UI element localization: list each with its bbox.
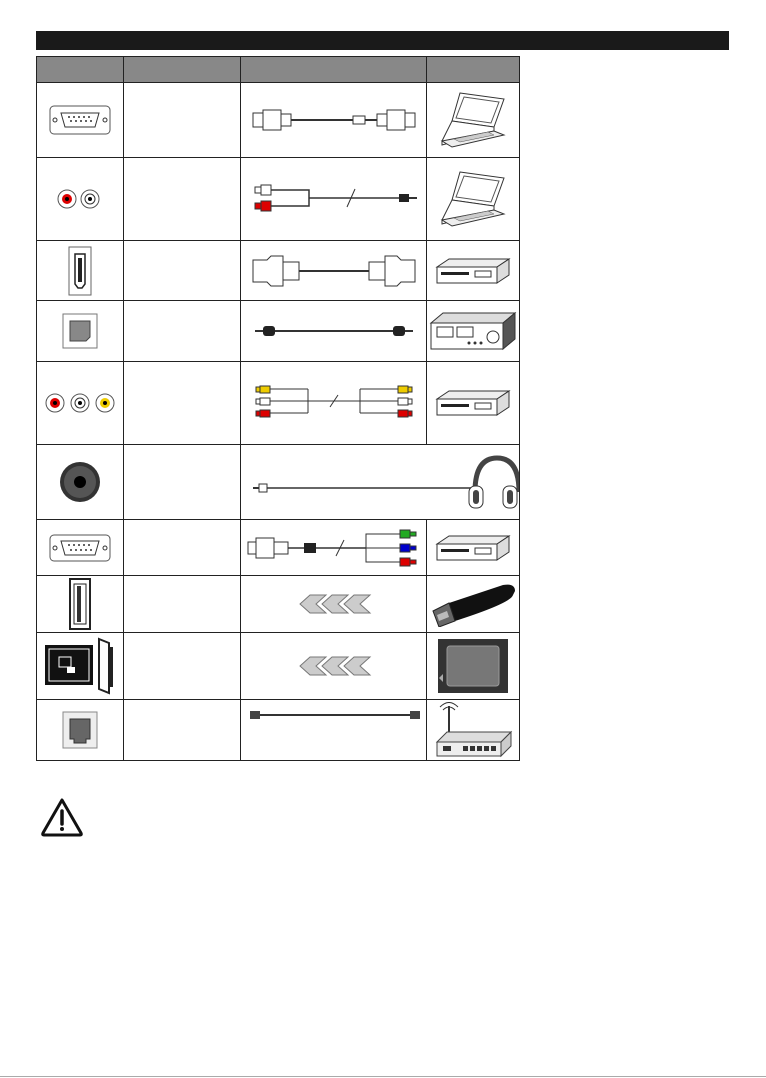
cable-cell [241,445,520,520]
device-cell [427,576,520,633]
note-cell [124,445,241,520]
usb-port-icon [69,578,91,630]
device-cell [427,158,520,241]
port-cell [37,362,124,445]
dvd-player-icon [435,257,511,285]
note-cell [124,83,241,158]
cable-cell [241,362,427,445]
table-row [37,301,520,362]
footer-line [0,1076,766,1077]
cable-cell [241,576,427,633]
port-cell [37,83,124,158]
note-cell [124,520,241,576]
device-cell [427,520,520,576]
note-cell [124,576,241,633]
port-cell [37,158,124,241]
table-row [37,520,520,576]
table-row [37,241,520,301]
av-cable-icon [248,383,420,423]
cable-cell [241,700,427,761]
port-cell [37,633,124,700]
hdmi-port-icon [68,246,92,296]
router-icon [433,702,513,758]
port-cell [37,301,124,362]
amplifier-icon [429,311,517,351]
connection-table [36,56,520,761]
table-row [37,576,520,633]
ethernet-port-icon [62,711,98,749]
header-cables [241,57,427,83]
note-cell [124,158,241,241]
warning-note [40,797,84,842]
laptop-icon [438,89,508,151]
cable-cell [241,241,427,301]
cable-cell [241,633,427,700]
device-cell [427,362,520,445]
cable-cell [241,158,427,241]
warning-triangle-icon [40,797,84,837]
audio-rca-port-icon [52,188,108,210]
hdmi-cable-icon [249,250,419,292]
header-type [124,57,241,83]
av-rca-port-icon [43,392,117,414]
note-cell [124,700,241,761]
insert-arrows-icon [296,655,372,677]
dvd-player-icon [435,389,511,417]
port-cell [37,445,124,520]
laptop-icon [438,168,508,230]
table-row [37,633,520,700]
insert-arrows-icon [296,593,372,615]
headphone-jack-icon [58,460,102,504]
table-header-row [37,57,520,83]
device-cell [427,241,520,301]
table-row [37,158,520,241]
table-row [37,83,520,158]
ypbpr-vga-port-icon [49,534,111,562]
ci-slot-icon [43,637,117,695]
header-device [427,57,520,83]
title-bar [36,31,729,50]
dvd-player-icon [435,534,511,562]
cable-cell [241,520,427,576]
table-row [37,362,520,445]
optical-cable-icon [249,321,419,341]
vga-cable-icon [249,105,419,135]
port-cell [37,520,124,576]
optical-port-icon [62,313,98,349]
device-cell [427,700,520,761]
vga-to-component-cable-icon [246,528,422,568]
cable-cell [241,301,427,362]
ethernet-cable-icon [246,705,422,755]
header-connector [37,57,124,83]
device-cell [427,83,520,158]
note-cell [124,301,241,362]
note-cell [124,362,241,445]
port-cell [37,576,124,633]
device-cell [427,301,520,362]
vga-port-icon [49,105,111,135]
note-cell [124,633,241,700]
cable-cell [241,83,427,158]
device-cell [427,633,520,700]
note-cell [124,241,241,301]
usb-stick-icon [429,581,517,627]
headphone-cable-icon [249,452,519,512]
rca-to-jack-cable-icon [249,179,419,219]
ci-module-icon [437,638,509,694]
table-row [37,445,520,520]
table-row [37,700,520,761]
port-cell [37,241,124,301]
port-cell [37,700,124,761]
